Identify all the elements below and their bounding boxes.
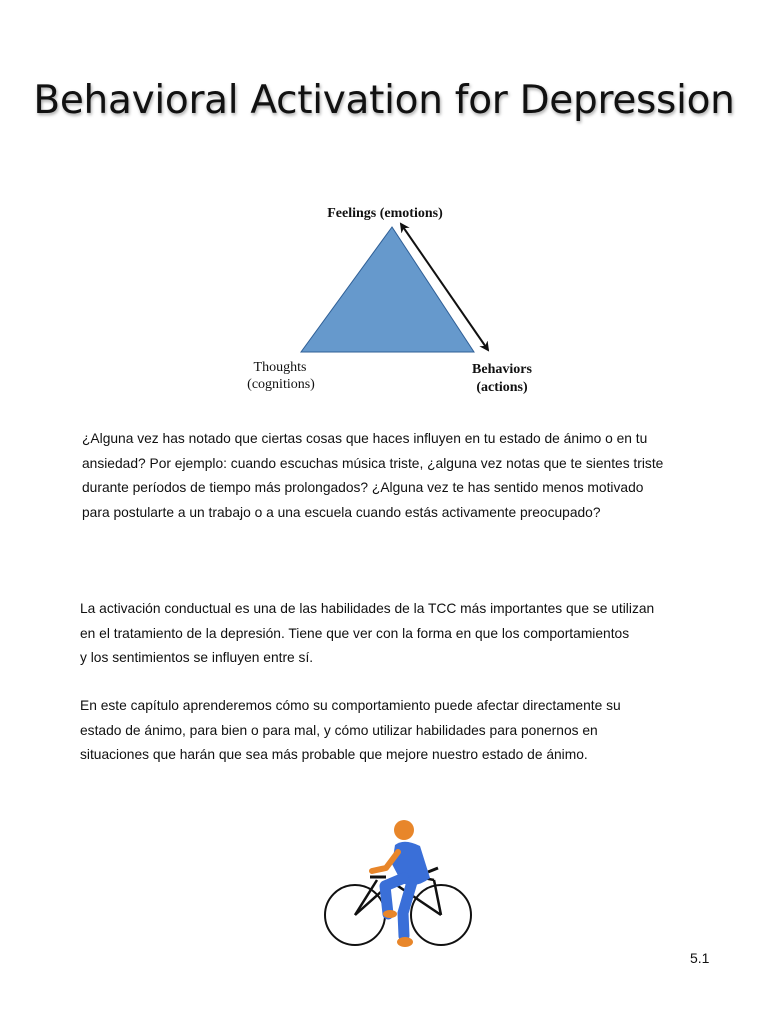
paragraph-line: situaciones que harán que sea más probable que mejore nuestro estado de ánimo. [80, 747, 588, 762]
thoughts-label: Thoughts [253, 360, 307, 375]
paragraph-line: y los sentimientos se influyen entre sí. [80, 650, 314, 665]
cyclist-icon [325, 820, 471, 947]
behaviors-label: Behaviors [472, 362, 532, 377]
paragraph-line: estado de ánimo, para bien o para mal, y cómo utilizar habilidades para ponernos en [80, 722, 598, 738]
actions-label: (actions) [476, 380, 528, 395]
paragraph-line: La activación conductual es una de las habilidades de la TCC más importantes que se utilizan [80, 601, 655, 616]
paragraph-line: para postularte a un trabajo o a una escuela cuando estás activamente preocupado? [82, 504, 601, 520]
definition-paragraph [80, 597, 720, 671]
page-number: 5.1 [690, 950, 710, 966]
paragraph-line: ansiedad? Por ejemplo: cuando escuchas música triste, ¿alguna vez notas que te sientes triste [82, 455, 664, 471]
paragraph-line: en el tratamiento de la depresión. Tiene que ver con la forma en que los comportamientos [80, 625, 630, 641]
cognitions-label: (cognitions) [247, 377, 315, 392]
chapter-paragraph [80, 694, 720, 768]
page-title: Behavioral Activation for Depression [33, 78, 735, 123]
paragraph-line: ¿Alguna vez has notado que ciertas cosas que haces influyen en tu estado de ánimo o en tu [82, 431, 648, 446]
paragraph-line: En este capítulo aprenderemos cómo su comportamiento puede afectar directamente su [80, 698, 621, 713]
feelings-label: Feelings (emotions) [327, 206, 443, 221]
triangle-shape [301, 227, 474, 352]
intro-paragraph [82, 427, 722, 525]
paragraph-line: durante períodos de tiempo más prolongados? ¿Alguna vez te has sentido menos motivado [82, 480, 644, 495]
double-headed-arrow-icon [401, 224, 488, 350]
